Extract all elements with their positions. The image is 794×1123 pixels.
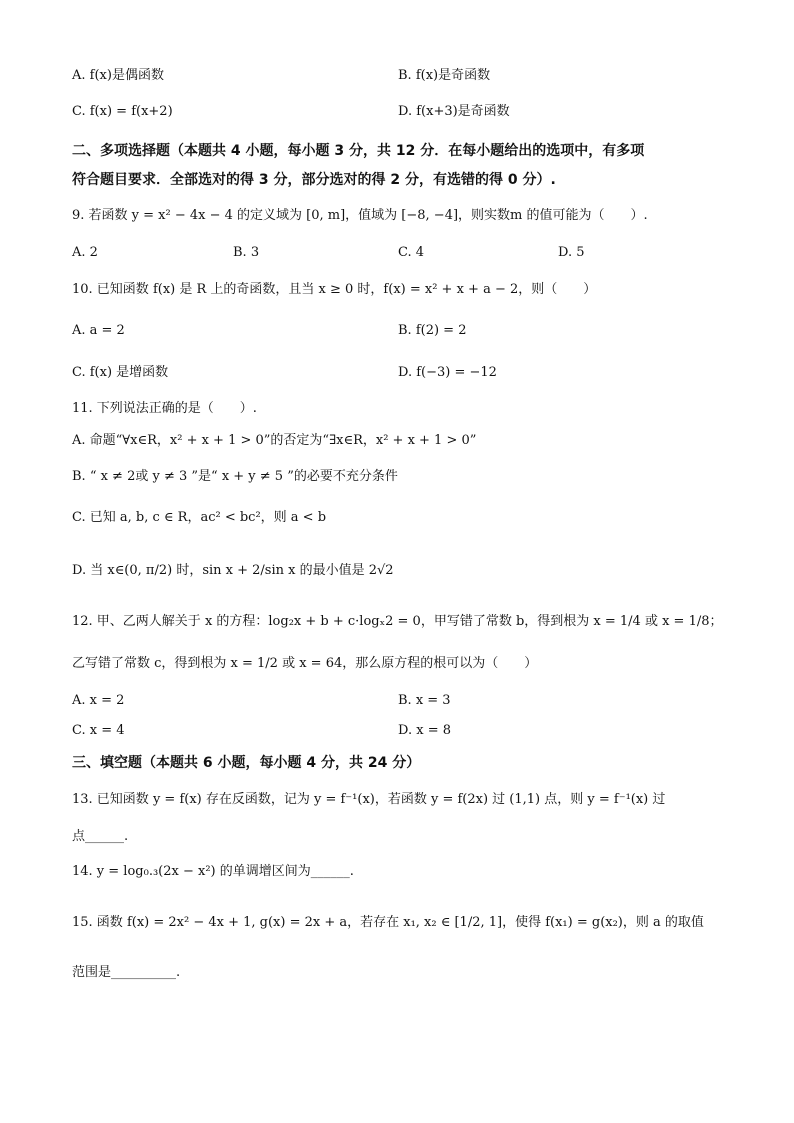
q12-option-c: C. x = 4 (72, 723, 125, 738)
q12-option-d: D. x = 8 (398, 723, 451, 738)
q9-option-b: B. 3 (233, 245, 260, 260)
q8-option-a: A. f(x)是偶函数 (72, 68, 164, 83)
q13-line2: 点______. (72, 829, 129, 844)
section3-heading: 三、填空题（本题共 6 小题，每小题 4 分，共 24 分） (72, 755, 421, 771)
q10-option-a: A. a = 2 (72, 323, 125, 338)
q9-option-d: D. 5 (558, 245, 585, 260)
q12-option-b: B. x = 3 (398, 693, 451, 708)
q10-option-b: B. f(2) = 2 (398, 323, 467, 338)
q11-option-d: D. 当 x∈(0, π/2) 时，sin x + 2/sin x 的最小值是 2√2 (72, 563, 394, 578)
q12-stem-line2: 乙写错了常数 c，得到根为 x = 1/2 或 x = 64，那么原方程的根可以为（ ） (72, 656, 538, 671)
q8-option-b: B. f(x)是奇函数 (398, 68, 491, 83)
q10-option-c: C. f(x) 是增函数 (72, 365, 169, 380)
q13-line1: 13. 已知函数 y = f(x) 存在反函数，记为 y = f⁻¹(x)，若函数 y = f(2x) 过 (1,1) 点，则 y = f⁻¹(x) 过 (72, 792, 666, 807)
q9-option-c: C. 4 (398, 245, 425, 260)
q14-line1: 14. y = log₀.₃(2x − x²) 的单调增区间为______. (72, 864, 354, 879)
section2-heading-line1: 二、多项选择题（本题共 4 小题，每小题 3 分，共 12 分．在每小题给出的选项中，有多项 (72, 143, 645, 159)
q8-option-c: C. f(x) = f(x+2) (72, 104, 173, 119)
q9-stem: 9. 若函数 y = x² − 4x − 4 的定义域为 [0, m]，值域为 [−8, −4]，则实数m 的值可能为（ ）. (72, 208, 648, 223)
q11-option-b: B. “ x ≠ 2或 y ≠ 3 ”是“ x + y ≠ 5 ”的必要不充分条件 (72, 469, 398, 484)
q9-option-a: A. 2 (72, 245, 98, 260)
q8-option-d: D. f(x+3)是奇函数 (398, 104, 510, 119)
q12-option-a: A. x = 2 (72, 693, 125, 708)
q12-stem-line1: 12. 甲、乙两人解关于 x 的方程：log₂x + b + c·logₓ2 = 0，甲写错了常数 b，得到根为 x = 1/4 或 x = 1/8； (72, 614, 723, 629)
q10-option-d: D. f(−3) = −12 (398, 365, 497, 380)
q11-option-a: A. 命题“∀x∈R，x² + x + 1 > 0”的否定为“∃x∈R，x² + x + 1 > 0” (72, 433, 477, 448)
q15-line1: 15. 函数 f(x) = 2x² − 4x + 1, g(x) = 2x + a，若存在 x₁, x₂ ∈ [1/2, 1]，使得 f(x₁) = g(x₂)，则 a 的取值 (72, 915, 704, 930)
q10-stem: 10. 已知函数 f(x) 是 R 上的奇函数，且当 x ≥ 0 时，f(x) = x² + x + a − 2，则（ ） (72, 282, 597, 297)
q11-option-c: C. 已知 a, b, c ∈ R，ac² < bc²，则 a < b (72, 510, 327, 525)
q15-line2: 范围是__________. (72, 965, 181, 980)
section2-heading-line2: 符合题目要求．全部选对的得 3 分，部分选对的得 2 分，有选错的得 0 分）. (72, 172, 556, 188)
q11-stem: 11. 下列说法正确的是（ ）. (72, 401, 257, 416)
